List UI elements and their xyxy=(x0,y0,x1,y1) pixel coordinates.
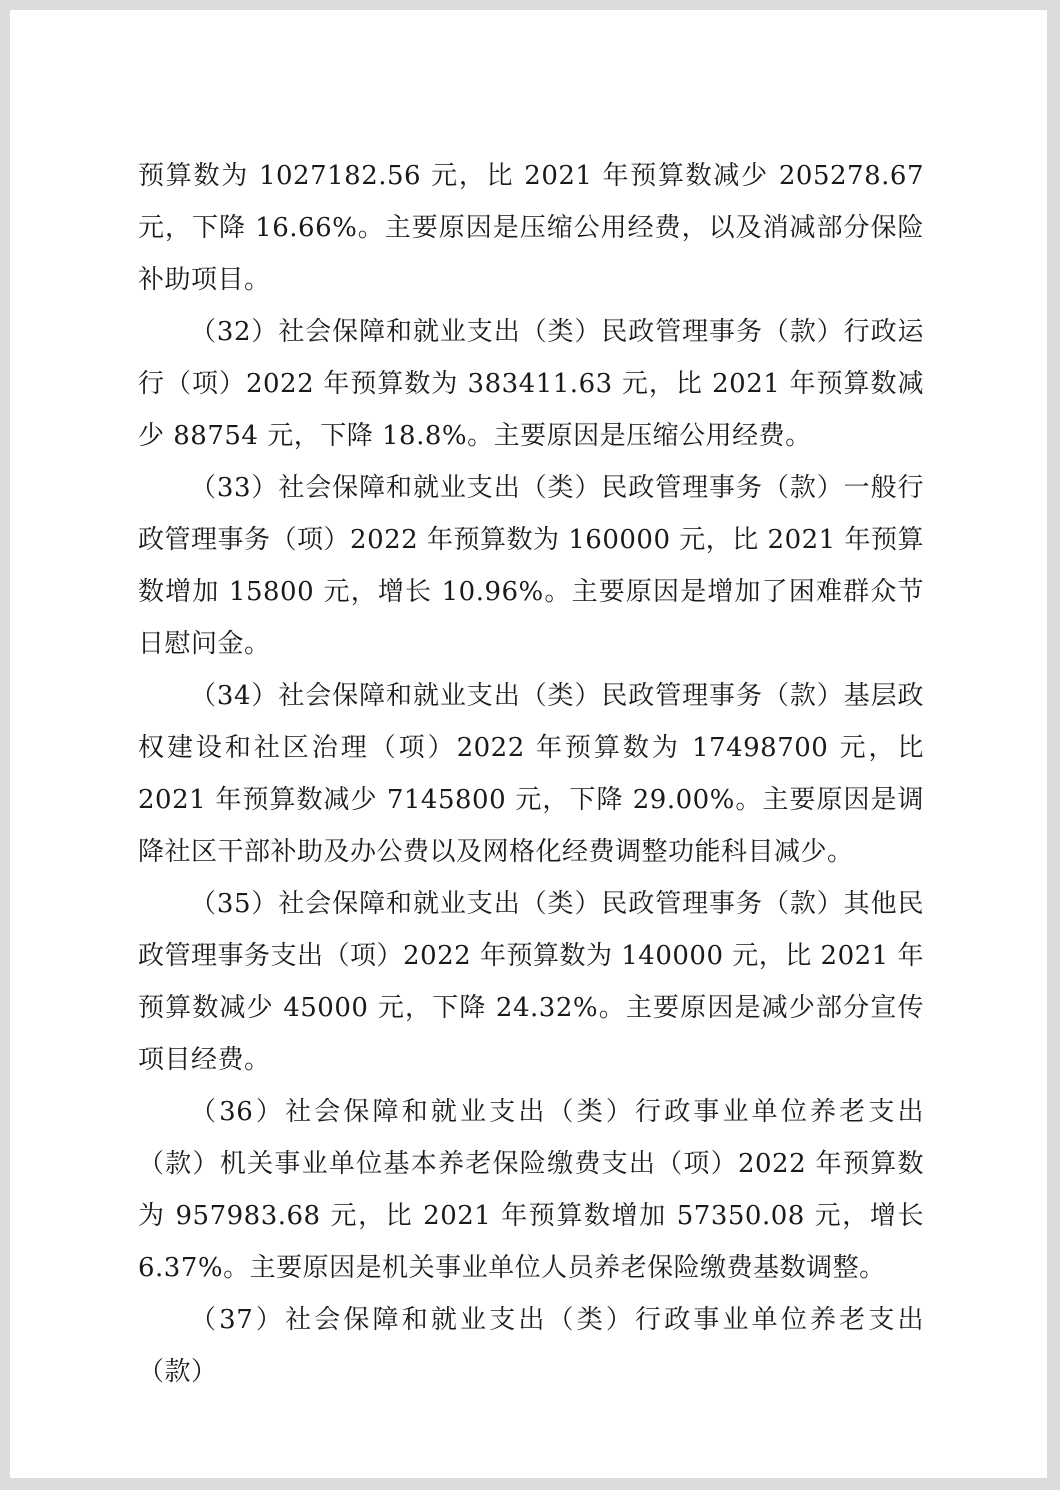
document-page xyxy=(10,10,1047,1478)
paragraph-item-35: （35）社会保障和就业支出（类）民政管理事务（款）其他民政管理事务支出（项）2022 年预算数为 140000 元，比 2021 年预算数减少 45000 元，下降 24.32%。主要原因是减少部分宣传项目经费。 xyxy=(138,889,924,1075)
paragraph-item-34: （34）社会保障和就业支出（类）民政管理事务（款）基层政权建设和社区治理（项）2022 年预算数为 17498700 元，比 2021 年预算数减少 7145800 元，下降 29.00%。主要原因是调降社区干部补助及办公费以及网格化经费调整功能科目减少。 xyxy=(138,681,924,867)
paragraph-item-37: （37）社会保障和就业支出（类）行政事业单位养老支出（款） xyxy=(138,1305,924,1387)
paragraph-continuation: 预算数为 1027182.56 元，比 2021 年预算数减少 205278.67 元，下降 16.66%。主要原因是压缩公用经费，以及消减部分保险补助项目。 xyxy=(138,161,924,295)
paragraph-item-32: （32）社会保障和就业支出（类）民政管理事务（款）行政运行（项）2022 年预算数为 383411.63 元，比 2021 年预算数减少 88754 元，下降 18.8%。主要原因是压缩公用经费。 xyxy=(138,317,924,451)
paragraph-item-33: （33）社会保障和就业支出（类）民政管理事务（款）一般行政管理事务（项）2022 年预算数为 160000 元，比 2021 年预算数增加 15800 元，增长 10.96%。主要原因是增加了困难群众节日慰问金。 xyxy=(138,473,924,659)
paragraph-item-36: （36）社会保障和就业支出（类）行政事业单位养老支出（款）机关事业单位基本养老保险缴费支出（项）2022 年预算数为 957983.68 元，比 2021 年预算数增加 57350.08 元，增长 6.37%。主要原因是机关事业单位人员养老保险缴费基数调整。 xyxy=(138,1097,924,1283)
document-body xyxy=(138,150,924,1398)
